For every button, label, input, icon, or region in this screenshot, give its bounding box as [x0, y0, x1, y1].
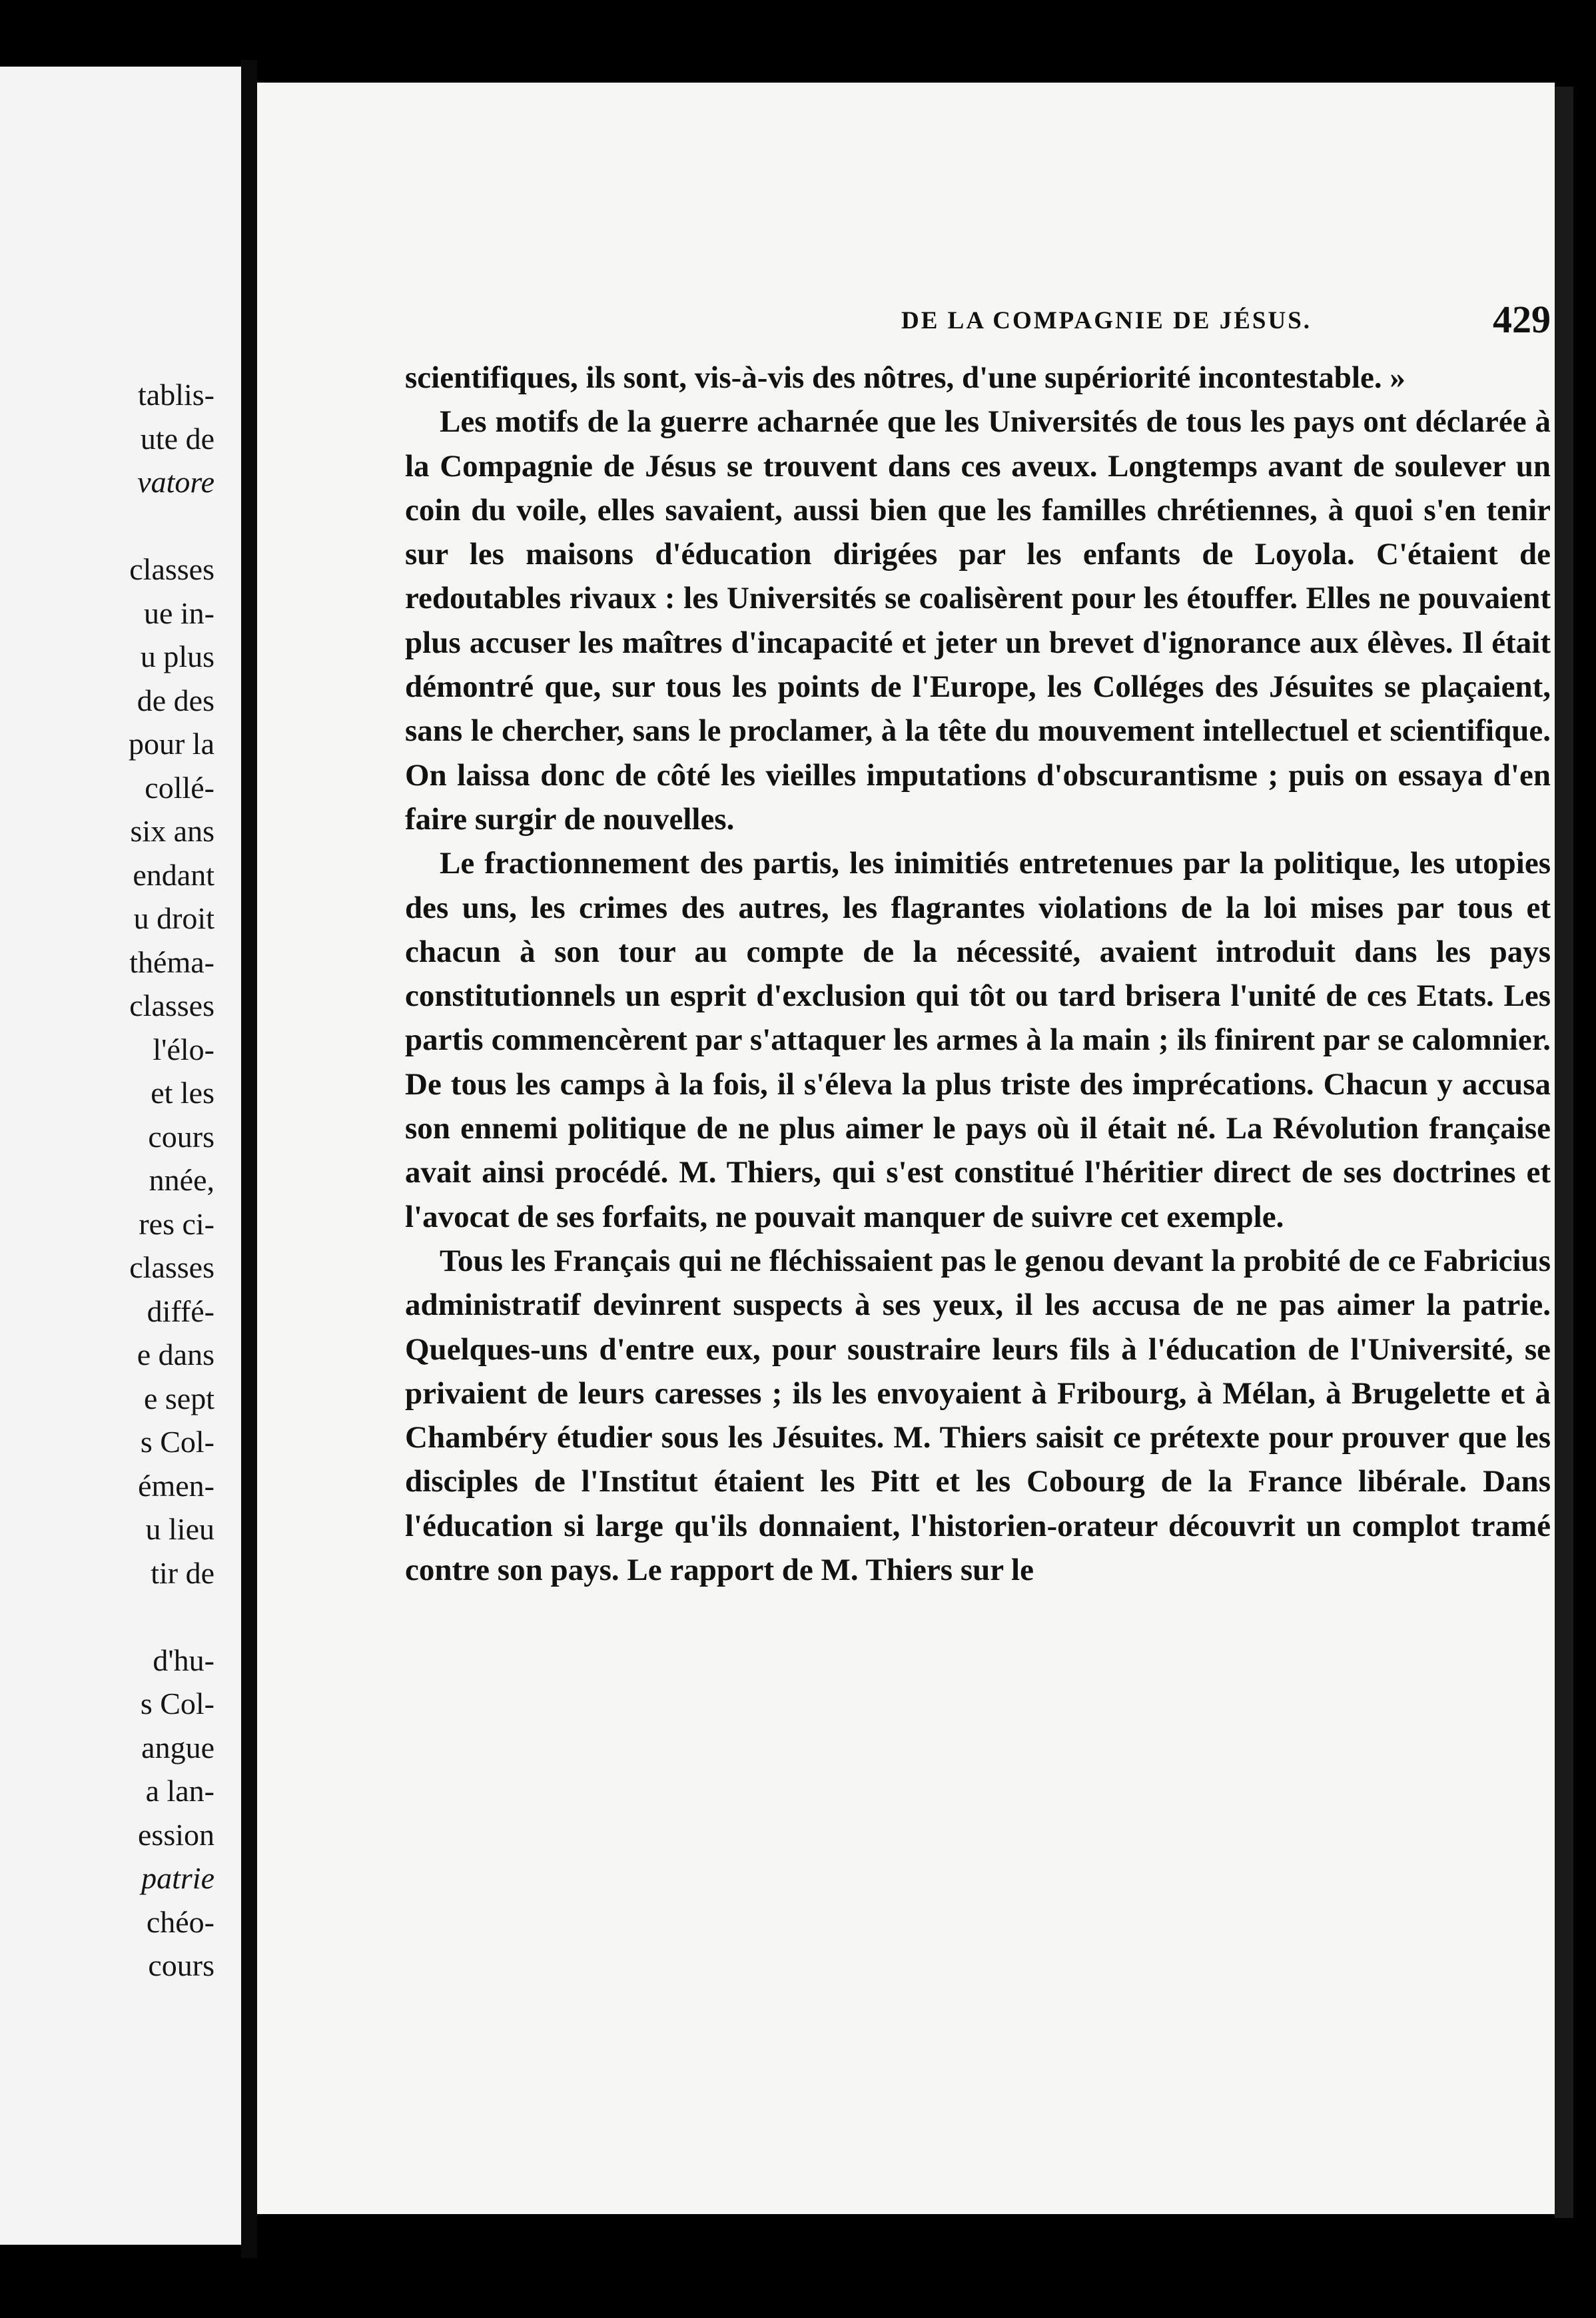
left-line: émen- [138, 1468, 214, 1503]
left-line: d'hu- [153, 1643, 214, 1677]
left-line: ue in- [143, 595, 214, 630]
running-title: DE LA COMPAGNIE DE JÉSUS. [901, 307, 1312, 334]
left-line: classes [129, 552, 214, 586]
left-line: six ans [130, 814, 214, 848]
previous-page-fragment [0, 67, 241, 2245]
paragraph: scientifiques, ils sont, vis-à-vis des nôtres, d'une supériorité incontestable. » [405, 360, 1405, 395]
page-edge [1555, 87, 1573, 2218]
body-text [405, 356, 1551, 1592]
paragraph: Les motifs de la guerre acharnée que les Universités de tous les pays ont déclarée à la Compagnie de Jésus se trouvent dans ces aveux. Longtemps avant de soulever un coin du voile, elles savaient, aussi bien que les familles chrétiennes, à quoi s'en tenir sur les maisons d'éducation dirigées par les enfants de Loyola. C'étaient de redoutables rivaux : les Universités se coalisèrent pour les étouffer. Elles ne pouvaient plus accuser les maîtres d'incapacité et jeter un brevet d'ignorance aux élèves. Il était démontré que, sur tous les points de l'Europe, les Colléges des Jésuites se plaçaient, sans le chercher, sans le proclamer, à la tête du mouvement intellectuel et scientifique. On laissa donc de côté les vieilles imputations d'obscurantisme ; puis on essaya d'en faire surgir de nouvelles. [405, 404, 1551, 837]
left-line: u lieu [145, 1512, 214, 1546]
left-line: angue [141, 1730, 214, 1764]
left-line: pour la [128, 727, 214, 761]
left-line: classes [129, 1250, 214, 1284]
left-line: chéo- [146, 1904, 214, 1939]
left-line: u plus [140, 639, 214, 673]
left-line: u droit [133, 901, 214, 935]
left-line: diffé- [147, 1294, 214, 1328]
left-line: s Col- [140, 1425, 214, 1459]
left-line: a lan- [145, 1774, 214, 1808]
book-page [257, 83, 1555, 2214]
page-number: 429 [1493, 298, 1551, 341]
left-line: classes [129, 988, 214, 1022]
left-line: théma- [129, 945, 214, 979]
paragraph: Tous les Français qui ne fléchissaient pas le genou devant la probité de ce Fabricius administratif devinrent suspects à ses yeux, il les accusa de ne pas aimer la patrie. Quelques-uns d'entre eux, pour soustraire leurs fils à l'éducation de l'Université, se privaient de leurs caresses ; ils les envoyaient à Fribourg, à Mélan, à Brugelette et à Chambéry étudier sous les Jésuites. M. Thiers saisit ce prétexte pour prouver que les disciples de l'Institut étaient les Pitt et les Cobourg de la France libérale. Dans l'éducation si large qu'ils donnaient, l'historien-orateur découvrit un complot tramé contre son pays. Le rapport de M. Thiers sur le [405, 1243, 1551, 1588]
running-head [405, 297, 1551, 357]
left-line: patrie [141, 1861, 214, 1895]
left-line [0, 504, 241, 548]
left-line: et les [151, 1076, 214, 1110]
left-line [0, 1595, 241, 1639]
left-line: ession [138, 1817, 214, 1852]
left-line: s Col- [140, 1687, 214, 1721]
left-line: e sept [143, 1381, 214, 1415]
left-line: tablis- [138, 378, 214, 412]
left-line: ute de [140, 421, 214, 456]
left-line: collé- [145, 770, 214, 805]
left-line: res ci- [139, 1206, 214, 1241]
left-line: cours [148, 1948, 214, 1982]
book-gutter [241, 60, 257, 2258]
left-page-line-fragments [0, 373, 241, 1988]
paragraph: Le fractionnement des partis, les inimitiés entretenues par la politique, les utopies des uns, les crimes des autres, les flagrantes violations de la loi mises par tous et chacun à son tour au compte de la nécessité, avaient introduit dans les pays constitutionnels un esprit d'exclusion qui tôt ou tard brisera l'unité de ces Etats. Les partis commencèrent par s'attaquer les armes à la main ; ils finirent par se calomnier. De tous les camps à la fois, il s'éleva la plus triste des imprécations. Chacun y accusa son ennemi politique de ne plus aimer le pays où il était né. La Révolution française avait ainsi procédé. M. Thiers, qui s'est constitué l'héritier direct de ses doctrines et l'avocat de ses forfaits, ne pouvait manquer de suivre cet exemple. [405, 846, 1551, 1234]
left-line: nnée, [149, 1163, 214, 1197]
left-line: tir de [151, 1555, 214, 1590]
left-line: vatore [137, 465, 214, 499]
left-line: de des [137, 683, 214, 717]
left-line: e dans [137, 1338, 214, 1371]
left-line: cours [148, 1119, 214, 1154]
left-line: l'élo- [153, 1032, 214, 1066]
left-line: endant [133, 857, 214, 892]
